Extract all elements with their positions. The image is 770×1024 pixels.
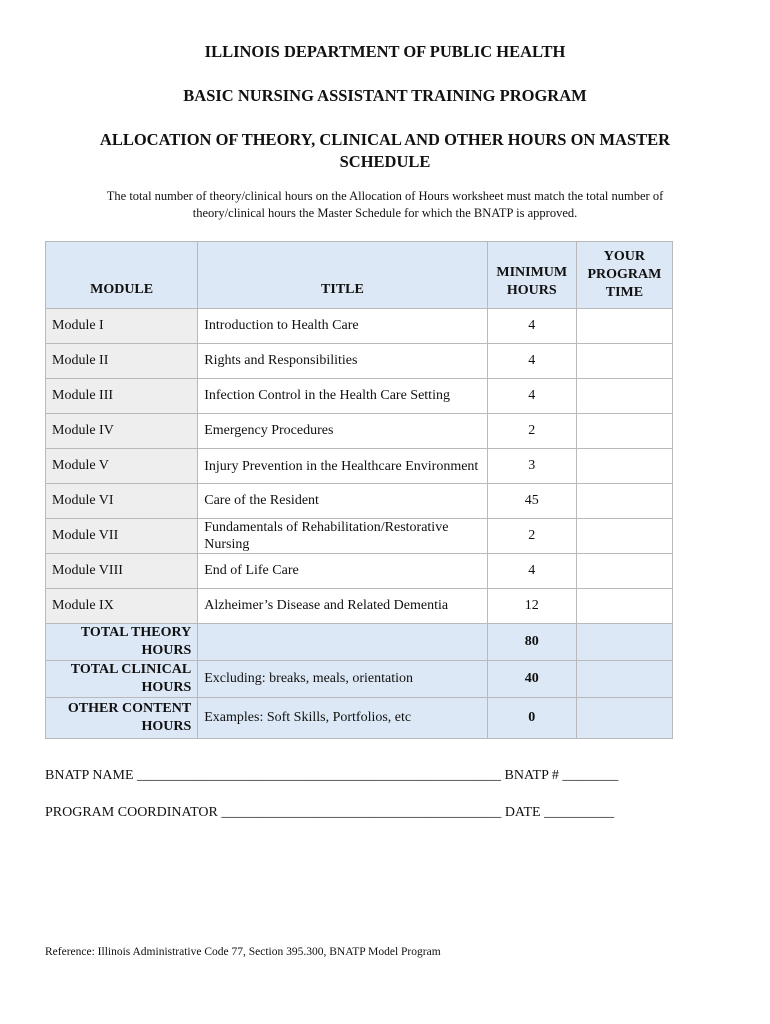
module-name: Module VIII [46,554,198,589]
minimum-hours: 2 [487,414,576,449]
module-name: Module III [46,379,198,414]
your-program-time-input[interactable] [576,309,672,344]
your-program-time-input[interactable] [576,484,672,519]
minimum-hours: 4 [487,379,576,414]
your-program-time-input[interactable] [576,414,672,449]
table-header-row [46,242,673,309]
module-row [46,449,673,484]
program-heading: BASIC NURSING ASSISTANT TRAINING PROGRAM [183,86,587,105]
module-title: Introduction to Health Care [198,309,487,344]
module-row [46,379,673,414]
your-program-time-input[interactable] [576,519,672,554]
module-row [46,309,673,344]
module-row [46,554,673,589]
module-row [46,414,673,449]
total-label: TOTAL THEORY HOURS [46,624,198,661]
module-title: Emergency Procedures [198,414,487,449]
module-row [46,589,673,624]
module-row [46,484,673,519]
your-program-time-input[interactable] [576,589,672,624]
module-name: Module I [46,309,198,344]
your-program-time-input[interactable] [576,344,672,379]
total-hours: 80 [487,624,576,661]
module-name: Module II [46,344,198,379]
total-program-time-input[interactable] [576,661,672,698]
your-program-time-input[interactable] [576,554,672,589]
total-hours: 40 [487,661,576,698]
program-coordinator-field[interactable]: PROGRAM COORDINATOR ________________________________________ DATE __________ [45,805,615,820]
module-title: Alzheimer’s Disease and Related Dementia [198,589,487,624]
bnatp-name-field[interactable]: BNATP NAME ____________________________________________________ BNATP # ________ [45,768,619,783]
module-title: Fundamentals of Rehabilitation/Restorative Nursing [198,519,487,554]
total-note: Examples: Soft Skills, Portfolios, etc [198,698,487,739]
total-label: TOTAL CLINICAL HOURS [46,661,198,698]
module-name: Module IX [46,589,198,624]
module-name: Module V [46,449,198,484]
total-program-time-input[interactable] [576,624,672,661]
reference-note: Reference: Illinois Administrative Code 77, Section 395.300, BNATP Model Program [45,946,441,958]
document-title: ALLOCATION OF THEORY, CLINICAL AND OTHER HOURS ON MASTER SCHEDULE [99,130,671,171]
module-title: Injury Prevention in the Healthcare Environment [198,449,487,484]
module-row [46,519,673,554]
module-title: Rights and Responsibilities [198,344,487,379]
intro-text: The total number of theory/clinical hours on the Allocation of Hours worksheet must match the total number of theory/clinical hours the Master Schedule for which the BNATP is approved. [106,189,664,220]
module-title: Care of the Resident [198,484,487,519]
minimum-hours: 4 [487,554,576,589]
total-program-time-input[interactable] [576,698,672,739]
your-program-time-input[interactable] [576,379,672,414]
minimum-hours: 4 [487,309,576,344]
module-title: End of Life Care [198,554,487,589]
department-heading: ILLINOIS DEPARTMENT OF PUBLIC HEALTH [204,42,566,61]
minimum-hours: 2 [487,519,576,554]
minimum-hours: 4 [487,344,576,379]
header-title: TITLE [198,242,487,309]
module-title: Infection Control in the Health Care Setting [198,379,487,414]
module-name: Module VI [46,484,198,519]
minimum-hours: 3 [487,449,576,484]
total-note: Excluding: breaks, meals, orientation [198,661,487,698]
total-row [46,698,673,739]
hours-table [45,241,673,739]
minimum-hours: 12 [487,589,576,624]
module-name: Module IV [46,414,198,449]
header-minimum-hours: MINIMUM HOURS [487,242,576,309]
header-your-program-time: YOUR PROGRAM TIME [576,242,672,309]
total-hours: 0 [487,698,576,739]
your-program-time-input[interactable] [576,449,672,484]
total-row [46,661,673,698]
total-label: OTHER CONTENT HOURS [46,698,198,739]
module-name: Module VII [46,519,198,554]
module-row [46,344,673,379]
header-module: MODULE [46,242,198,309]
minimum-hours: 45 [487,484,576,519]
total-note [198,624,487,661]
total-row [46,624,673,661]
